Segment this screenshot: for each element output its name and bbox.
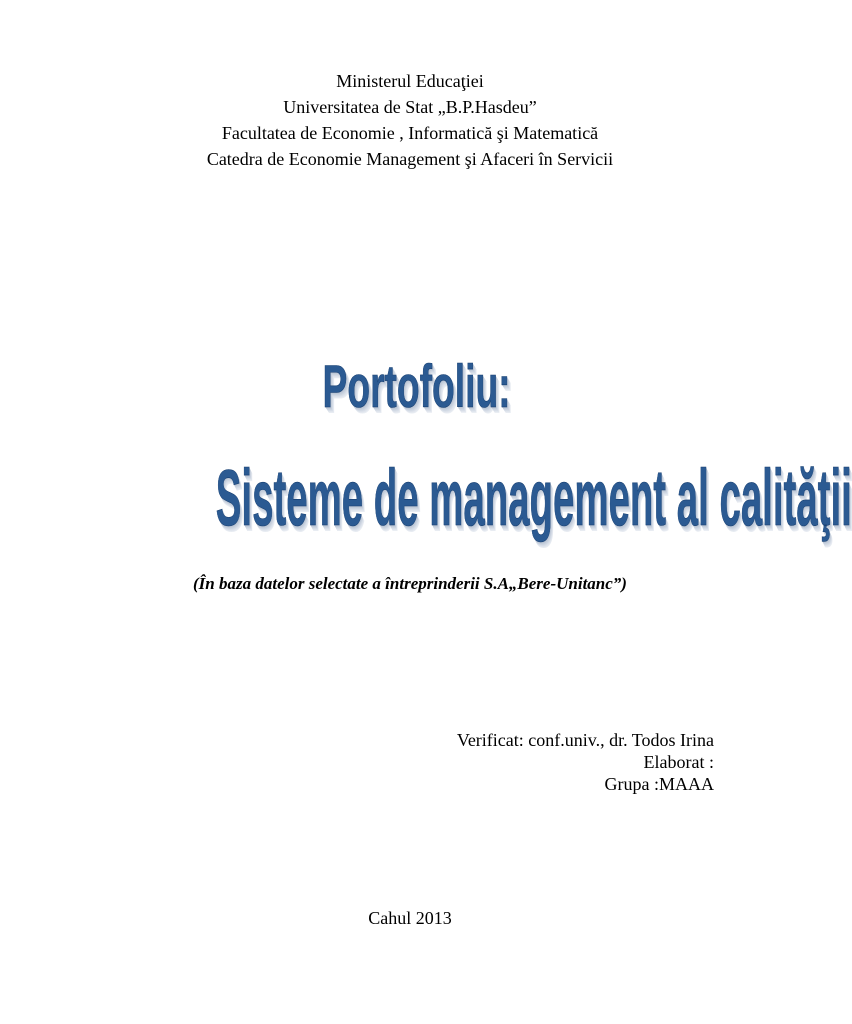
university-name: Universitatea de Stat „B.P.Hasdeu” [283,97,537,117]
signature-block [457,729,714,795]
group-label: Grupa :MAAA [604,774,714,794]
document-subtitle: (În baza datelor selectate a întreprinderii S.A„Bere-Unitanc”) [193,574,627,593]
institution-header [0,68,820,172]
department-name: Catedra de Economie Management şi Afaceri în Servicii [206,149,614,169]
document-topic: Sisteme de management al calităţii [215,453,852,542]
elaborated-by: Elaborat : [643,752,714,772]
document-title: Portofoliu: [322,353,511,420]
place-and-year: Cahul 2013 [368,908,452,928]
faculty-name: Facultatea de Economie , Informatică şi Matematică [221,123,599,143]
verified-by: Verificat: conf.univ., dr. Todos Irina [456,730,714,750]
ministry-name: Ministerul Educaţiei [336,71,484,91]
